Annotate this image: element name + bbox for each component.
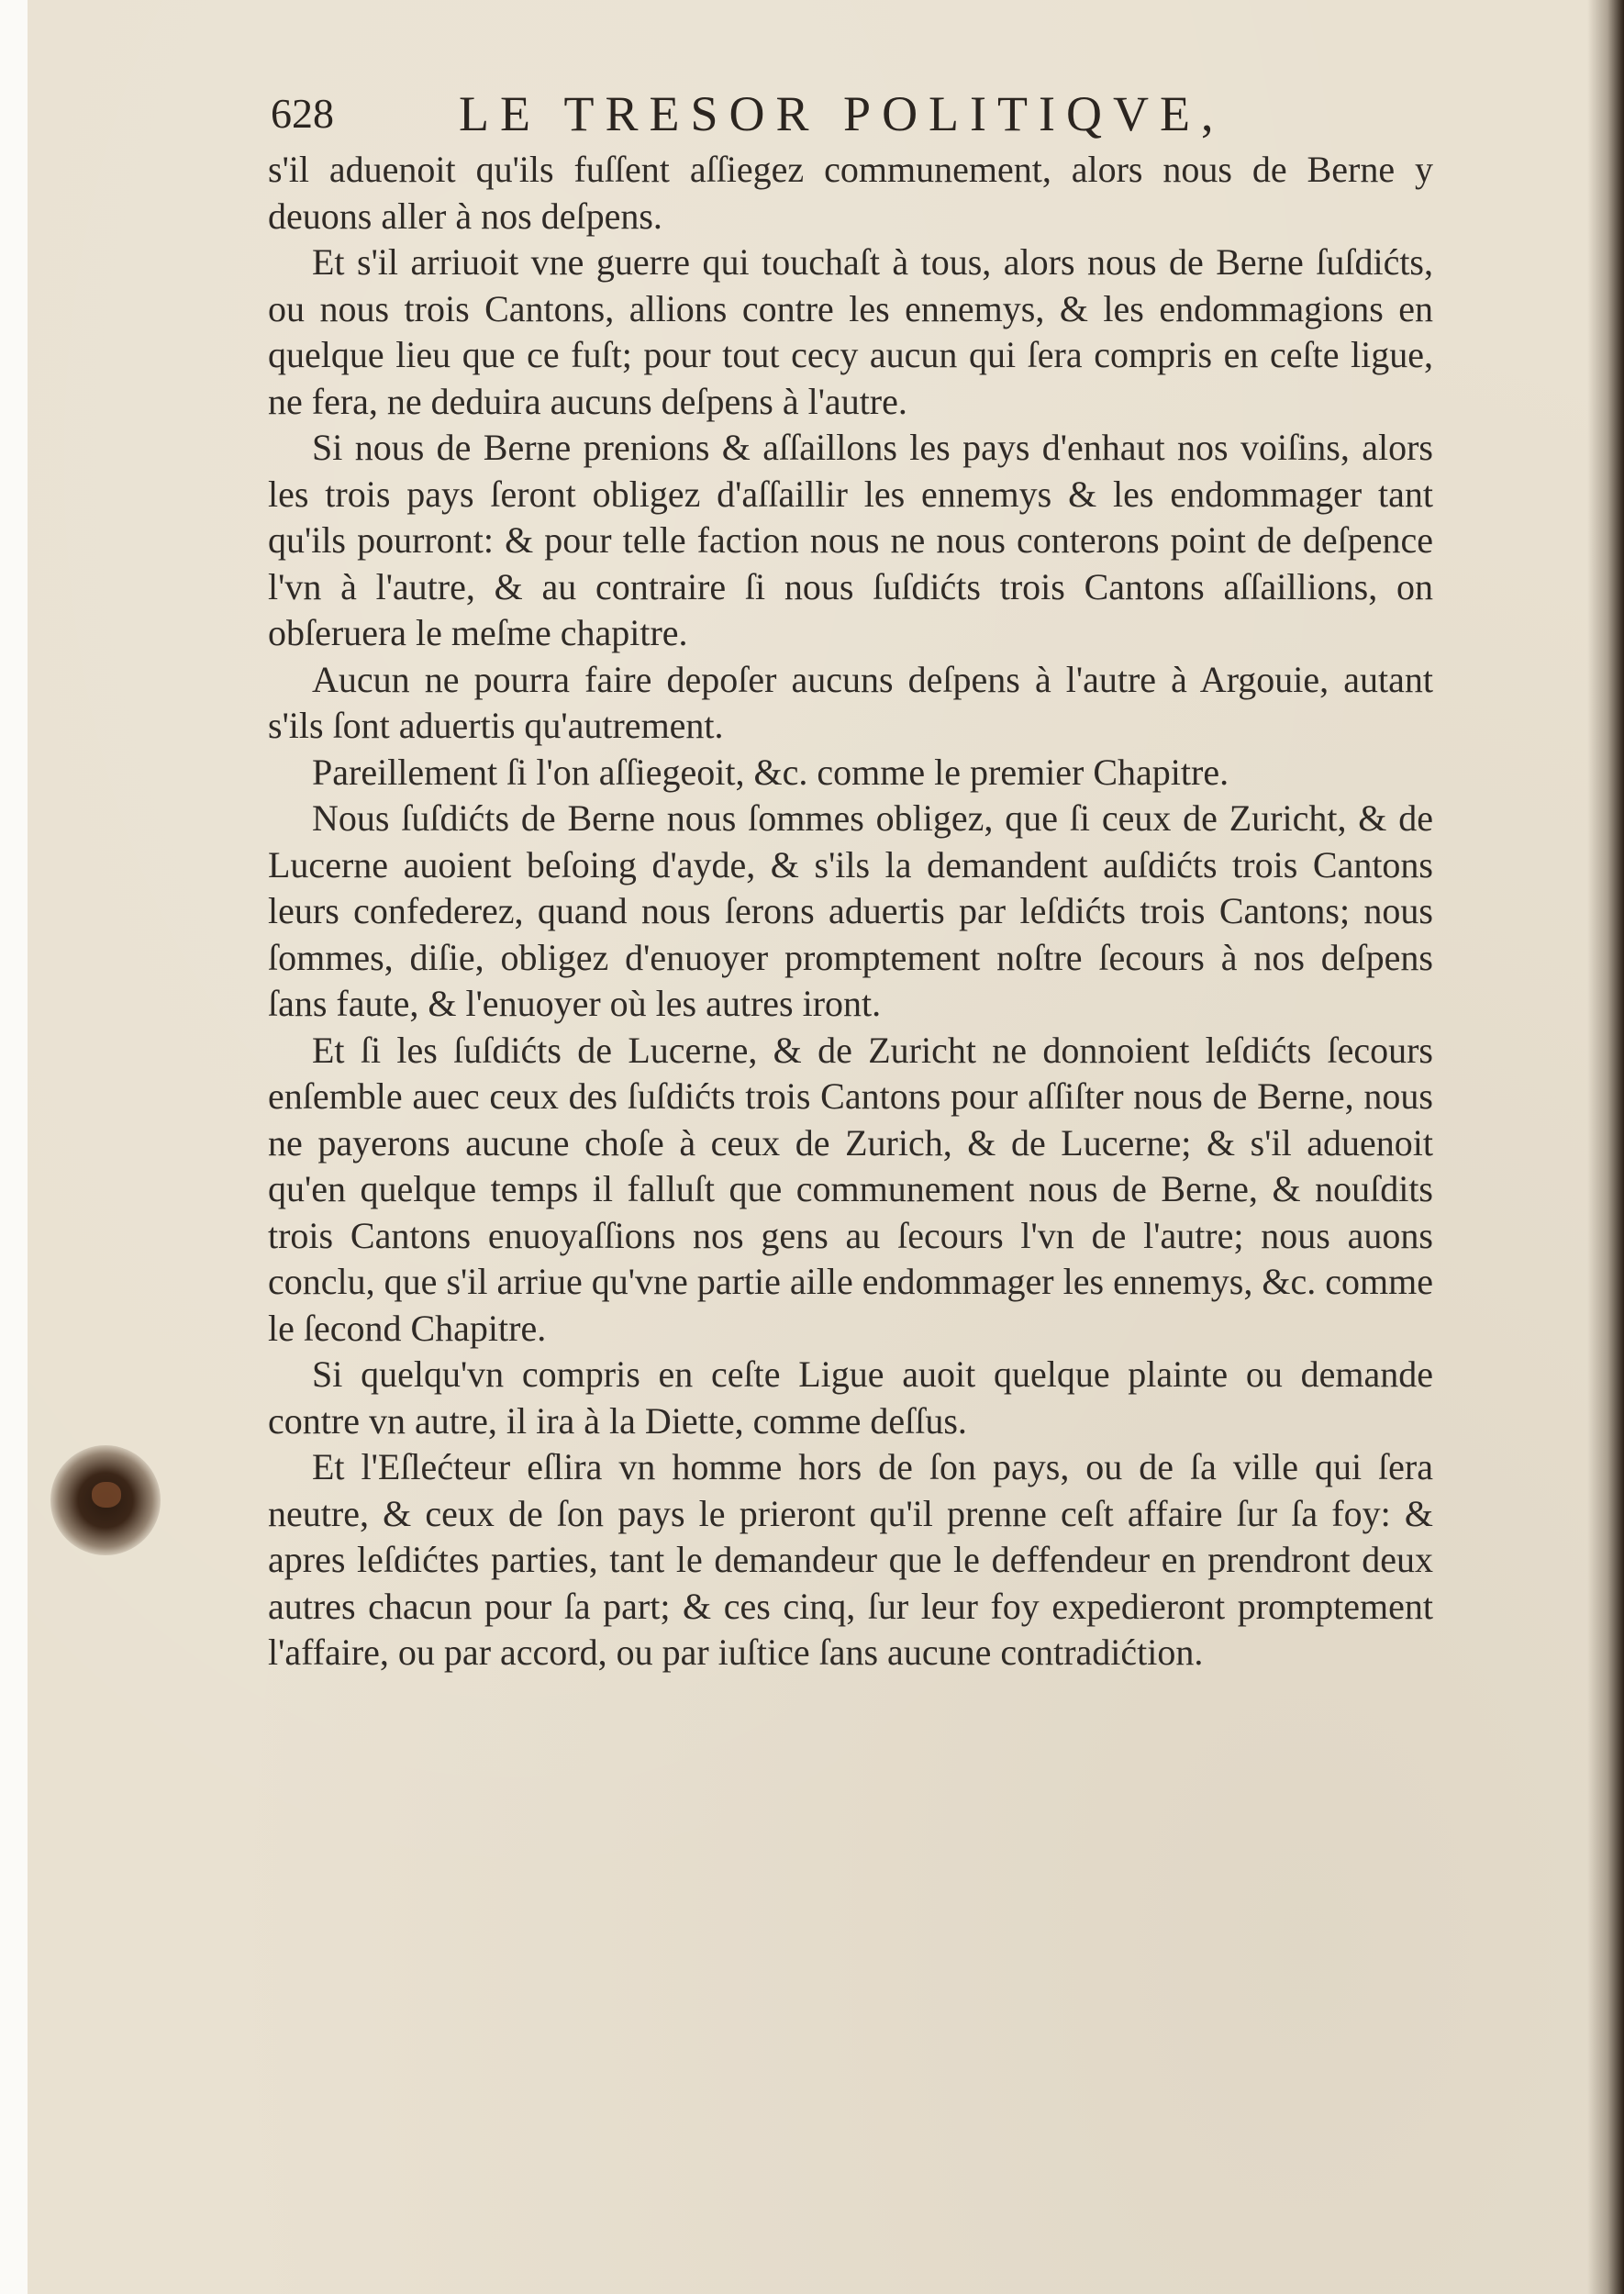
paragraph: Pareillement ſi l'on aſſiegeoit, &c. comme le premier Chapitre.: [312, 751, 1229, 793]
page-number: 628: [271, 90, 334, 137]
paragraph: s'il aduenoit qu'ils fuſſent aſſiegez communement, alors nous de Berne y deuons aller à nos deſpens.: [268, 149, 1433, 237]
paragraph: Si quelqu'vn compris en ceſte Ligue auoit quelque plainte ou demande contre vn autre, il ira à la Diette, comme deſſus.: [268, 1353, 1433, 1442]
body-text: [268, 147, 1433, 1676]
paragraph: Si nous de Berne prenions & aſſaillons les pays d'enhaut nos voiſins, alors les trois pays ſeront obligez d'aſſaillir les ennemys & les endommager tant qu'ils pourront: & pour telle faction nous ne nous conterons point de deſpence l'vn à l'autre, & au contraire ſi nous ſuſdićts trois Cantons aſſaillions, on obſeruera le meſme chapitre.: [268, 427, 1433, 653]
paragraph: Et s'il arriuoit vne guerre qui touchaſt à tous, alors nous de Berne ſuſdićts, ou nous trois Cantons, allions contre les ennemys, & les endommagions en quelque lieu que ce fuſt; pour tout cecy aucun qui ſera compris en ceſte ligue, ne fera, ne deduira aucuns deſpens à l'autre.: [268, 241, 1433, 422]
page-header: [271, 84, 1298, 149]
running-title: LE TRESOR POLITIQVE,: [459, 86, 1225, 141]
paragraph: Nous ſuſdićts de Berne nous ſommes obligez, que ſi ceux de Zuricht, & de Lucerne auoient beſoing d'ayde, & s'ils la demandent auſdićts trois Cantons leurs confederez, quand nous ſerons aduertis par leſdićts trois Cantons; nous ſommes, diſie, obligez d'enuoyer promptement noſtre ſecours à nos deſpens ſans faute, & l'enuoyer où les autres iront.: [268, 797, 1433, 1024]
ink-stain-core: [92, 1482, 121, 1508]
page-gutter-shadow: [1587, 0, 1624, 2294]
paragraph: Aucun ne pourra faire depoſer aucuns deſpens à l'autre à Argouie, autant s'ils ſont aduertis qu'autrement.: [268, 658, 1433, 746]
paragraph: Et l'Eſlećteur eſlira vn homme hors de ſon pays, ou de ſa ville qui ſera neutre, & ceux de ſon pays le prieront qu'il prenne ceſt affaire ſur ſa foy: & apres leſdićtes parties, tant le demandeur que le deffendeur en prendront deux autres chacun pour ſa part; & ces cinq, ſur leur foy expedieront promptement l'affaire, ou par accord, ou par iuſtice ſans aucune contradićtion.: [268, 1446, 1433, 1673]
scan-left-margin: [0, 0, 28, 2294]
paragraph: Et ſi les ſuſdićts de Lucerne, & de Zuricht ne donnoient leſdićts ſecours enſemble auec ceux des ſuſdićts trois Cantons pour aſſiſter nous de Berne, nous ne payerons aucune choſe à ceux de Zurich, & de Lucerne; & s'il aduenoit qu'en quelque temps il falluſt que communement nous de Berne, & nouſdits trois Cantons enuoyaſſions nos gens au ſecours l'vn de l'autre; nous auons conclu, que s'il arriue qu'vne partie aille endommager les ennemys, &c. comme le ſecond Chapitre.: [268, 1029, 1433, 1349]
